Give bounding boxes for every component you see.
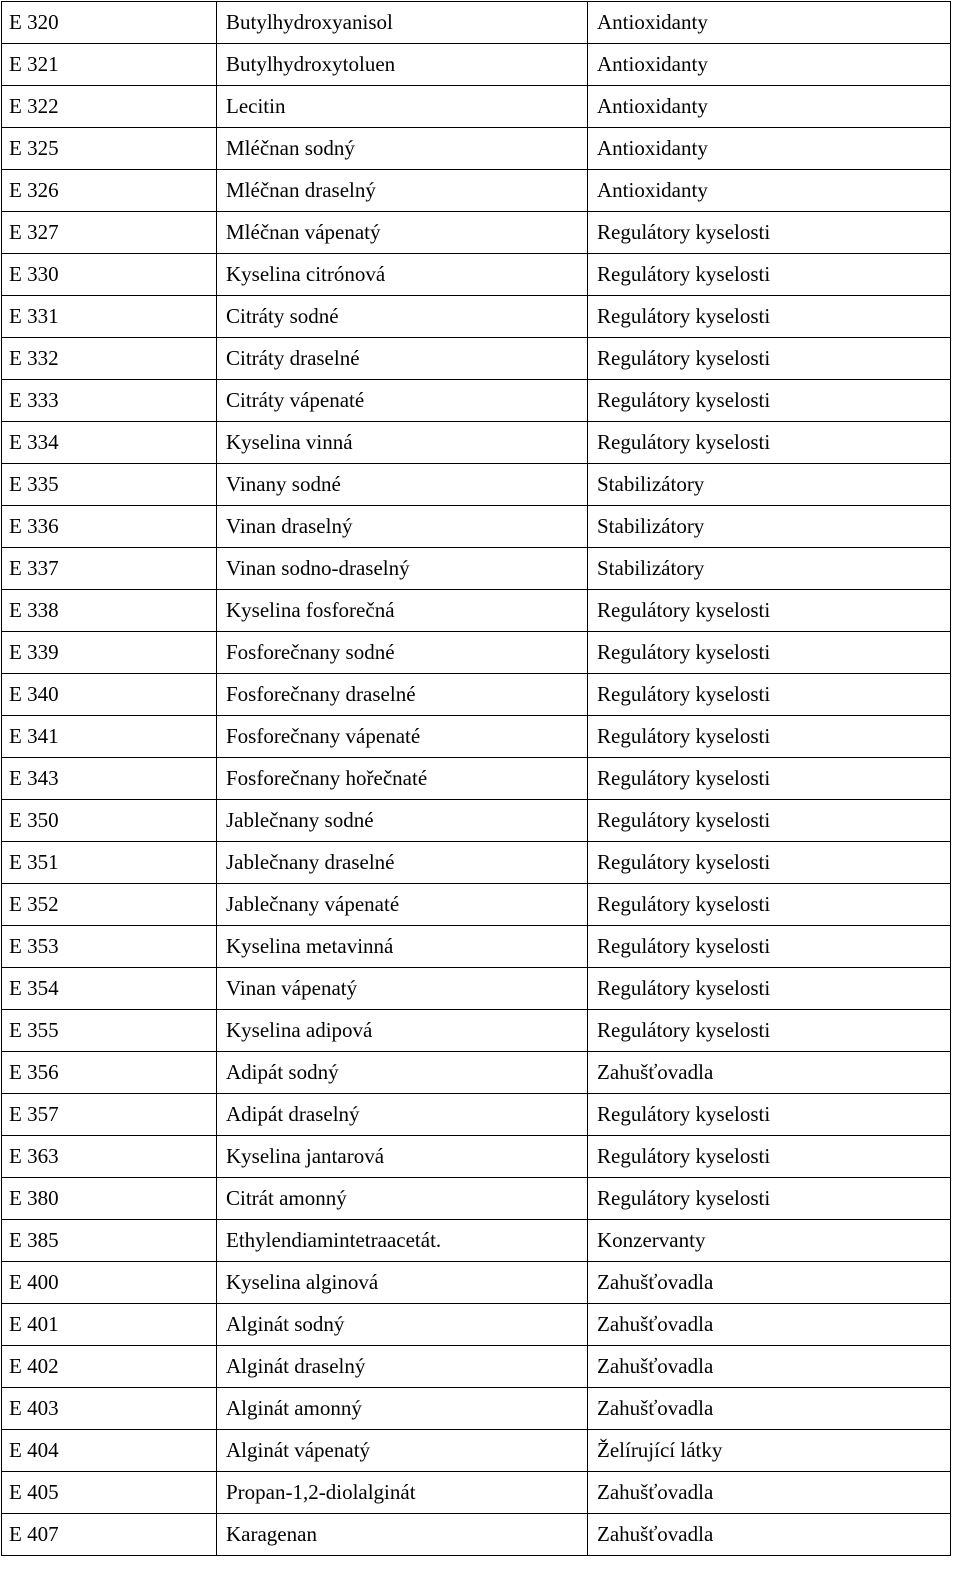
category-cell: Stabilizátory [588,464,951,506]
code-cell: E 339 [2,632,217,674]
name-cell: Citráty sodné [217,296,588,338]
code-cell: E 338 [2,590,217,632]
code-cell: E 355 [2,1010,217,1052]
table-row [2,296,951,338]
name-cell: Alginát amonný [217,1388,588,1430]
category-cell: Regulátory kyselosti [588,1094,951,1136]
name-cell: Jablečnany draselné [217,842,588,884]
category-cell: Regulátory kyselosti [588,296,951,338]
table-row [2,128,951,170]
name-cell: Jablečnany sodné [217,800,588,842]
code-cell: E 326 [2,170,217,212]
code-cell: E 353 [2,926,217,968]
category-cell: Regulátory kyselosti [588,1136,951,1178]
code-cell: E 330 [2,254,217,296]
table-row [2,632,951,674]
additives-table-body [2,2,951,1556]
category-cell: Antioxidanty [588,128,951,170]
code-cell: E 354 [2,968,217,1010]
table-row [2,1388,951,1430]
category-cell: Regulátory kyselosti [588,254,951,296]
category-cell: Regulátory kyselosti [588,338,951,380]
category-cell: Regulátory kyselosti [588,632,951,674]
name-cell: Kyselina alginová [217,1262,588,1304]
category-cell: Regulátory kyselosti [588,968,951,1010]
code-cell: E 341 [2,716,217,758]
code-cell: E 350 [2,800,217,842]
category-cell: Zahušťovadla [588,1388,951,1430]
name-cell: Alginát vápenatý [217,1430,588,1472]
category-cell: Stabilizátory [588,548,951,590]
name-cell: Mléčnan vápenatý [217,212,588,254]
code-cell: E 334 [2,422,217,464]
category-cell: Regulátory kyselosti [588,926,951,968]
table-row [2,1052,951,1094]
table-row [2,1220,951,1262]
category-cell: Stabilizátory [588,506,951,548]
name-cell: Ethylendiamintetraacetát. [217,1220,588,1262]
code-cell: E 380 [2,1178,217,1220]
code-cell: E 343 [2,758,217,800]
name-cell: Lecitin [217,86,588,128]
name-cell: Kyselina jantarová [217,1136,588,1178]
table-row [2,170,951,212]
table-row [2,1262,951,1304]
code-cell: E 407 [2,1514,217,1556]
code-cell: E 402 [2,1346,217,1388]
category-cell: Zahušťovadla [588,1472,951,1514]
category-cell: Regulátory kyselosti [588,380,951,422]
code-cell: E 340 [2,674,217,716]
code-cell: E 327 [2,212,217,254]
name-cell: Vinan sodno-draselný [217,548,588,590]
category-cell: Regulátory kyselosti [588,674,951,716]
code-cell: E 385 [2,1220,217,1262]
category-cell: Regulátory kyselosti [588,716,951,758]
code-cell: E 405 [2,1472,217,1514]
table-row [2,590,951,632]
table-row [2,380,951,422]
category-cell: Zahušťovadla [588,1514,951,1556]
code-cell: E 325 [2,128,217,170]
code-cell: E 332 [2,338,217,380]
code-cell: E 335 [2,464,217,506]
table-row [2,338,951,380]
table-row [2,464,951,506]
table-row [2,968,951,1010]
category-cell: Želírující látky [588,1430,951,1472]
name-cell: Karagenan [217,1514,588,1556]
table-row [2,212,951,254]
category-cell: Antioxidanty [588,2,951,44]
table-row [2,800,951,842]
table-row [2,1346,951,1388]
code-cell: E 404 [2,1430,217,1472]
table-row [2,86,951,128]
code-cell: E 356 [2,1052,217,1094]
name-cell: Mléčnan sodný [217,128,588,170]
code-cell: E 352 [2,884,217,926]
category-cell: Regulátory kyselosti [588,884,951,926]
code-cell: E 357 [2,1094,217,1136]
code-cell: E 363 [2,1136,217,1178]
name-cell: Alginát sodný [217,1304,588,1346]
category-cell: Zahušťovadla [588,1304,951,1346]
category-cell: Regulátory kyselosti [588,590,951,632]
name-cell: Vinan draselný [217,506,588,548]
category-cell: Antioxidanty [588,44,951,86]
table-row [2,884,951,926]
code-cell: E 333 [2,380,217,422]
name-cell: Kyselina vinná [217,422,588,464]
name-cell: Butylhydroxytoluen [217,44,588,86]
name-cell: Adipát draselný [217,1094,588,1136]
table-row [2,254,951,296]
category-cell: Regulátory kyselosti [588,842,951,884]
name-cell: Kyselina citrónová [217,254,588,296]
name-cell: Jablečnany vápenaté [217,884,588,926]
name-cell: Fosforečnany hořečnaté [217,758,588,800]
category-cell: Regulátory kyselosti [588,1010,951,1052]
name-cell: Propan-1,2-diolalginát [217,1472,588,1514]
name-cell: Adipát sodný [217,1052,588,1094]
name-cell: Citráty draselné [217,338,588,380]
name-cell: Mléčnan draselný [217,170,588,212]
name-cell: Citráty vápenaté [217,380,588,422]
table-row [2,422,951,464]
category-cell: Regulátory kyselosti [588,422,951,464]
table-row [2,926,951,968]
table-row [2,1472,951,1514]
name-cell: Fosforečnany sodné [217,632,588,674]
category-cell: Zahušťovadla [588,1262,951,1304]
table-row [2,1178,951,1220]
table-row [2,1136,951,1178]
category-cell: Regulátory kyselosti [588,1178,951,1220]
name-cell: Vinan vápenatý [217,968,588,1010]
code-cell: E 331 [2,296,217,338]
code-cell: E 320 [2,2,217,44]
code-cell: E 403 [2,1388,217,1430]
category-cell: Regulátory kyselosti [588,800,951,842]
code-cell: E 351 [2,842,217,884]
table-row [2,1514,951,1556]
category-cell: Zahušťovadla [588,1346,951,1388]
code-cell: E 401 [2,1304,217,1346]
name-cell: Vinany sodné [217,464,588,506]
table-row [2,758,951,800]
name-cell: Fosforečnany draselné [217,674,588,716]
table-row [2,674,951,716]
name-cell: Citrát amonný [217,1178,588,1220]
table-row [2,506,951,548]
name-cell: Fosforečnany vápenaté [217,716,588,758]
name-cell: Butylhydroxyanisol [217,2,588,44]
table-row [2,842,951,884]
table-row [2,44,951,86]
table-row [2,1094,951,1136]
table-row [2,1304,951,1346]
name-cell: Kyselina fosforečná [217,590,588,632]
additives-table [1,1,951,1556]
category-cell: Regulátory kyselosti [588,758,951,800]
name-cell: Kyselina metavinná [217,926,588,968]
code-cell: E 400 [2,1262,217,1304]
table-row [2,2,951,44]
table-row [2,1430,951,1472]
table-row [2,548,951,590]
category-cell: Regulátory kyselosti [588,212,951,254]
category-cell: Antioxidanty [588,86,951,128]
code-cell: E 336 [2,506,217,548]
name-cell: Kyselina adipová [217,1010,588,1052]
category-cell: Konzervanty [588,1220,951,1262]
code-cell: E 321 [2,44,217,86]
table-row [2,1010,951,1052]
code-cell: E 337 [2,548,217,590]
table-row [2,716,951,758]
category-cell: Antioxidanty [588,170,951,212]
code-cell: E 322 [2,86,217,128]
category-cell: Zahušťovadla [588,1052,951,1094]
name-cell: Alginát draselný [217,1346,588,1388]
